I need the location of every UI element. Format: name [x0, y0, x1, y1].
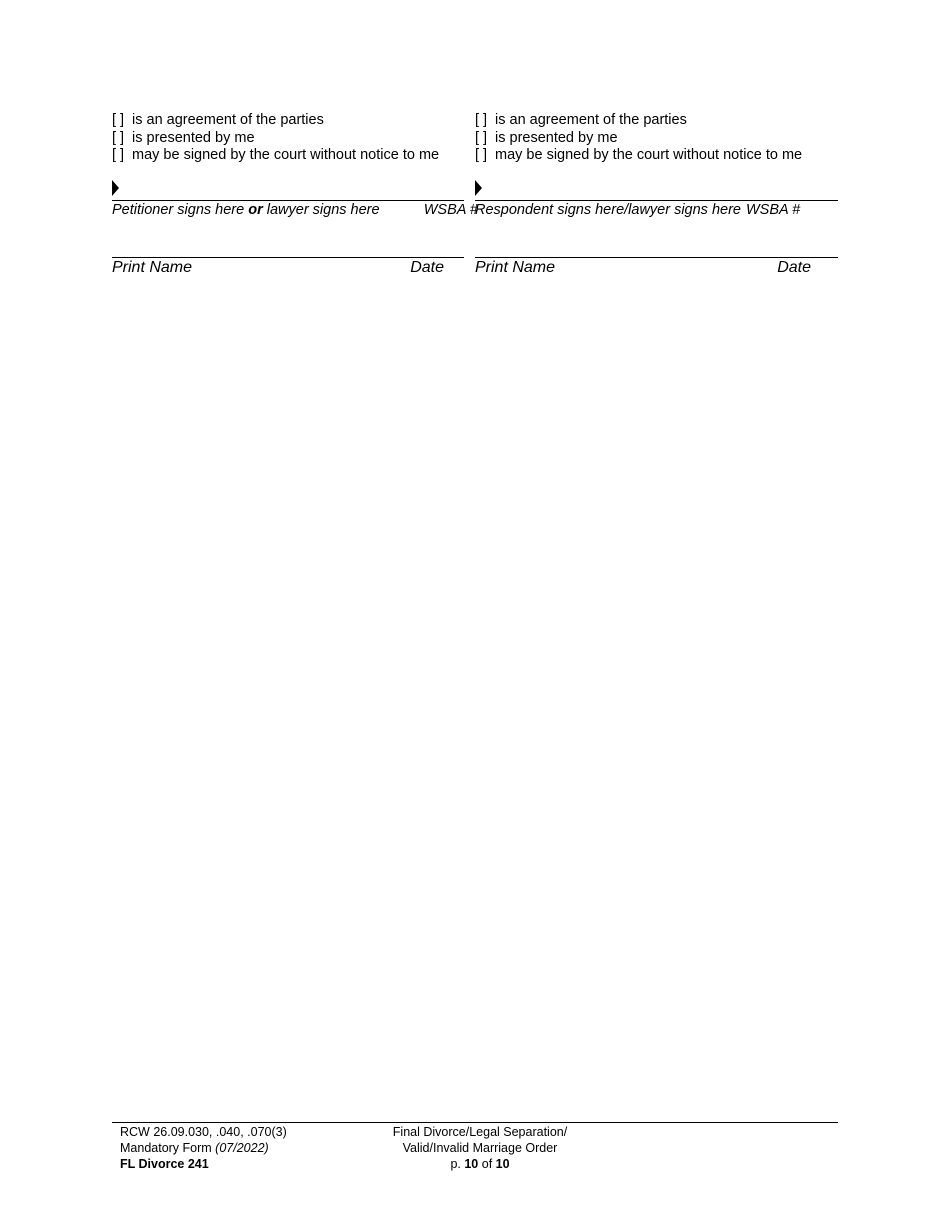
- petitioner-option-agreement: [ ] is an agreement of the parties: [112, 112, 324, 128]
- petitioner-option-without-notice: [ ] may be signed by the court without notice to me: [112, 147, 440, 163]
- checkbox[interactable]: [ ]: [475, 129, 488, 146]
- petitioner-print-name-line[interactable]: [112, 248, 464, 258]
- petitioner-signature-label: Petitioner signs here or lawyer signs here WSBA #: [112, 201, 478, 218]
- sign-here-arrow-icon: [112, 180, 119, 196]
- page-number: p. 10 of 10: [450, 1157, 510, 1171]
- print-name-label: Print Name: [112, 258, 193, 276]
- checkbox[interactable]: [ ]: [112, 147, 125, 163]
- respondent-signature-line[interactable]: [475, 176, 838, 201]
- date-label: Date: [410, 258, 444, 276]
- respondent-print-name-line[interactable]: [475, 248, 838, 258]
- footer-form-info: [120, 1124, 287, 1172]
- respondent-signature-label: Respondent signs here/lawyer signs here WSBA #: [475, 201, 801, 218]
- respondent-option-presented: [ ] is presented by me: [475, 129, 618, 146]
- petitioner-option-presented: [ ] is presented by me: [112, 129, 255, 146]
- rcw-reference: RCW 26.09.030, .040, .070(3): [120, 1125, 287, 1139]
- print-name-label: Print Name: [475, 258, 556, 276]
- checkbox[interactable]: [ ]: [475, 112, 488, 128]
- form-id: FL Divorce 241: [120, 1157, 209, 1171]
- petitioner-signature-section: [112, 112, 478, 278]
- checkbox[interactable]: [ ]: [475, 147, 488, 163]
- date-label: Date: [777, 258, 811, 276]
- footer-form-title: [370, 1124, 590, 1172]
- respondent-option-without-notice: [ ] may be signed by the court without notice to me: [475, 147, 803, 163]
- mandatory-form-line: Mandatory Form (07/2022): [120, 1141, 269, 1155]
- wsba-label: WSBA #: [745, 201, 801, 218]
- form-title-line2: Valid/Invalid Marriage Order: [402, 1141, 558, 1155]
- respondent-option-agreement: [ ] is an agreement of the parties: [475, 112, 687, 128]
- wsba-label: WSBA #: [423, 201, 478, 218]
- respondent-signature-section: [475, 112, 838, 278]
- checkbox[interactable]: [ ]: [112, 112, 125, 128]
- respondent-name-label: [475, 258, 838, 278]
- page-footer: [112, 1122, 838, 1171]
- checkbox[interactable]: [ ]: [112, 129, 125, 146]
- petitioner-signature-line[interactable]: [112, 176, 464, 201]
- form-title-line1: Final Divorce/Legal Separation/: [392, 1125, 568, 1139]
- petitioner-name-label: [112, 258, 464, 278]
- sign-here-arrow-icon: [475, 180, 482, 196]
